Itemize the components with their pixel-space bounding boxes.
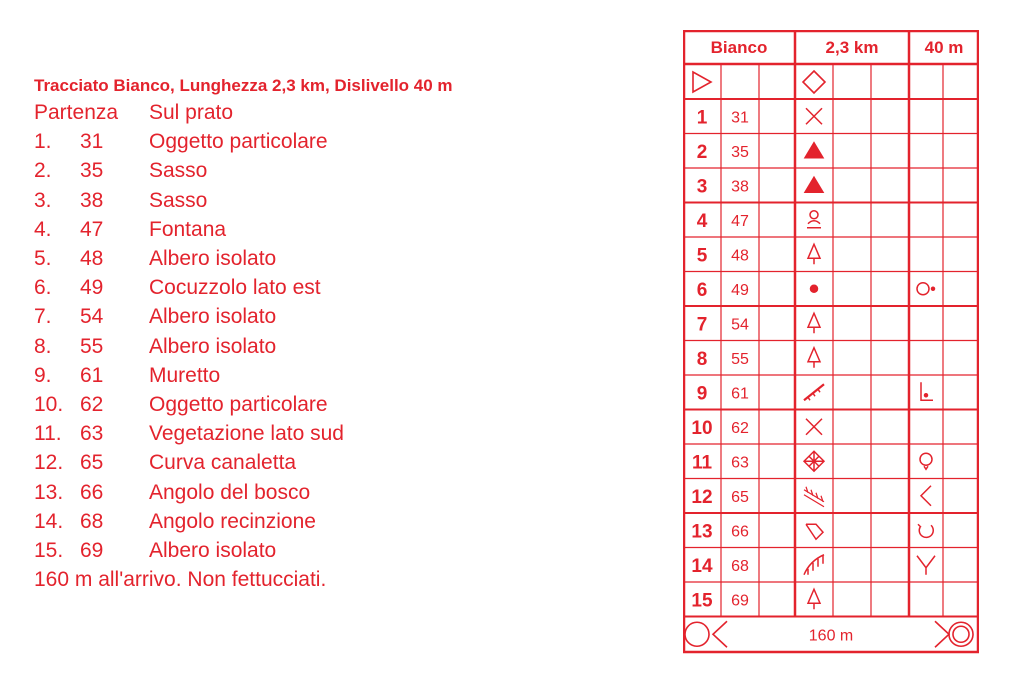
control-number: 3. bbox=[34, 188, 52, 212]
course-title: Tracciato Bianco, Lunghezza 2,3 km, Dislivello 40 m bbox=[34, 76, 453, 95]
control-row-number: 10 bbox=[691, 417, 713, 439]
control-text: Angolo recinzione bbox=[149, 509, 316, 533]
control-code: 48 bbox=[80, 247, 104, 271]
control-text: Vegetazione lato sud bbox=[149, 422, 344, 446]
control-line bbox=[34, 244, 453, 273]
control-code: 49 bbox=[80, 276, 104, 300]
control-row-code: 54 bbox=[731, 316, 749, 334]
control-code: 35 bbox=[80, 159, 104, 183]
control-line bbox=[34, 186, 453, 215]
control-text: Sasso bbox=[149, 159, 208, 183]
grid-lines bbox=[683, 30, 979, 652]
control-row-number: 1 bbox=[696, 107, 708, 129]
control-text: Muretto bbox=[149, 363, 221, 387]
control-code: 54 bbox=[80, 305, 104, 329]
control-code: 62 bbox=[80, 393, 104, 417]
control-line bbox=[34, 419, 453, 448]
start-triangle-icon bbox=[693, 72, 711, 92]
control-text: Albero isolato bbox=[149, 539, 277, 563]
control-number: 1. bbox=[34, 130, 52, 154]
control-code: 65 bbox=[80, 451, 104, 475]
start-text: Sul prato bbox=[149, 101, 234, 124]
control-text: Angolo del bosco bbox=[149, 480, 311, 504]
control-line bbox=[34, 478, 453, 507]
control-row-code: 62 bbox=[731, 419, 749, 437]
control-code: 61 bbox=[80, 363, 104, 387]
control-text: Cocuzzolo lato est bbox=[149, 276, 321, 300]
control-text: Albero isolato bbox=[149, 247, 277, 271]
control-number: 9. bbox=[34, 363, 52, 387]
control-row-code: 31 bbox=[731, 109, 749, 127]
tree-icon bbox=[808, 244, 820, 264]
control-row-number: 2 bbox=[696, 141, 708, 163]
control-row-number: 6 bbox=[696, 279, 708, 301]
header-course: Bianco bbox=[710, 38, 768, 57]
tree-icon bbox=[808, 313, 820, 333]
control-line bbox=[34, 390, 453, 419]
control-text: Oggetto particolare bbox=[149, 393, 328, 417]
control-code: 47 bbox=[80, 217, 104, 241]
control-code: 66 bbox=[80, 480, 104, 504]
tree-icon bbox=[808, 589, 820, 609]
control-line bbox=[34, 127, 453, 156]
control-row-number: 5 bbox=[696, 245, 708, 267]
control-number: 8. bbox=[34, 334, 52, 358]
description-text bbox=[34, 76, 453, 594]
control-text: Sasso bbox=[149, 188, 208, 212]
finish-distance: 160 m bbox=[808, 627, 854, 645]
control-text: Curva canaletta bbox=[149, 451, 297, 475]
control-number: 2. bbox=[34, 159, 52, 183]
part-circle-icon bbox=[918, 524, 933, 537]
control-row-code: 69 bbox=[731, 592, 749, 610]
control-number: 10. bbox=[34, 393, 64, 417]
special-object-x-icon bbox=[806, 108, 822, 124]
control-code: 31 bbox=[80, 130, 104, 154]
control-row-code: 38 bbox=[731, 178, 749, 196]
boulder-triangle-icon bbox=[805, 143, 823, 158]
control-line bbox=[34, 156, 453, 185]
control-text: Albero isolato bbox=[149, 305, 277, 329]
control-row-number: 15 bbox=[691, 590, 713, 612]
control-row-number: 9 bbox=[696, 383, 708, 405]
bend-icon bbox=[921, 486, 931, 506]
control-text: Fontana bbox=[149, 217, 227, 241]
finish-arrow-left-icon bbox=[685, 621, 727, 647]
control-list bbox=[34, 127, 453, 565]
fence-icon bbox=[804, 555, 824, 575]
control-code: 38 bbox=[80, 188, 104, 212]
control-line bbox=[34, 332, 453, 361]
control-line bbox=[34, 507, 453, 536]
control-line bbox=[34, 536, 453, 565]
control-row-code: 66 bbox=[731, 523, 749, 541]
control-number: 11. bbox=[34, 422, 62, 446]
wall-icon bbox=[804, 384, 824, 400]
control-row-code: 63 bbox=[731, 454, 749, 472]
control-row-number: 12 bbox=[691, 486, 713, 508]
control-row-number: 3 bbox=[696, 176, 708, 198]
foot-corner-icon bbox=[921, 382, 933, 400]
control-number: 14. bbox=[34, 509, 64, 533]
control-text: Albero isolato bbox=[149, 334, 277, 358]
header-climb: 40 m bbox=[924, 38, 964, 57]
control-number: 6. bbox=[34, 276, 52, 300]
control-number: 7. bbox=[34, 305, 52, 329]
control-line bbox=[34, 361, 453, 390]
control-row-number: 4 bbox=[696, 210, 708, 232]
control-line bbox=[34, 215, 453, 244]
control-number: 5. bbox=[34, 247, 52, 271]
control-row-number: 8 bbox=[696, 348, 708, 370]
control-row-number: 7 bbox=[696, 314, 708, 336]
card-grid bbox=[683, 30, 979, 654]
east-side-icon bbox=[917, 283, 935, 295]
control-number: 12. bbox=[34, 451, 64, 475]
control-row-code: 48 bbox=[731, 247, 749, 265]
boulder-triangle-icon bbox=[805, 177, 823, 192]
control-number: 15. bbox=[34, 539, 64, 563]
control-row-code: 47 bbox=[731, 212, 749, 230]
control-code: 68 bbox=[80, 509, 104, 533]
control-row-code: 35 bbox=[731, 143, 749, 161]
header-length: 2,3 km bbox=[825, 38, 879, 57]
start-feature-diamond-icon bbox=[803, 71, 825, 93]
control-row-code: 49 bbox=[731, 281, 749, 299]
ditch-hatched-icon bbox=[804, 487, 824, 507]
control-number: 13. bbox=[34, 480, 64, 504]
control-description-card bbox=[683, 30, 979, 654]
control-number: 4. bbox=[34, 217, 52, 241]
control-code: 55 bbox=[80, 334, 104, 358]
control-row-number: 11 bbox=[691, 452, 713, 474]
special-object-x-icon bbox=[806, 419, 822, 435]
start-line bbox=[34, 98, 453, 127]
control-line bbox=[34, 448, 453, 477]
control-row-code: 65 bbox=[731, 488, 749, 506]
south-side-icon bbox=[920, 453, 932, 469]
start-label: Partenza bbox=[34, 101, 119, 124]
finish-note: 160 m all'arrivo. Non fettucciati. bbox=[34, 568, 327, 592]
finish-circle-right-icon bbox=[935, 621, 973, 647]
control-row-number: 14 bbox=[691, 555, 713, 577]
knoll-dot-icon bbox=[811, 285, 818, 292]
spring-fountain-icon bbox=[807, 211, 821, 228]
control-line bbox=[34, 273, 453, 302]
forest-corner-icon bbox=[806, 524, 823, 539]
control-code: 63 bbox=[80, 422, 104, 446]
control-line bbox=[34, 302, 453, 331]
control-row-code: 61 bbox=[731, 385, 749, 403]
tree-icon bbox=[808, 348, 820, 368]
corner-v-icon bbox=[917, 556, 935, 575]
thicket-grid-icon bbox=[804, 451, 824, 471]
control-code: 69 bbox=[80, 539, 104, 563]
control-row-number: 13 bbox=[691, 521, 713, 543]
control-text: Oggetto particolare bbox=[149, 130, 328, 154]
control-row-code: 55 bbox=[731, 350, 749, 368]
control-row-code: 68 bbox=[731, 557, 749, 575]
